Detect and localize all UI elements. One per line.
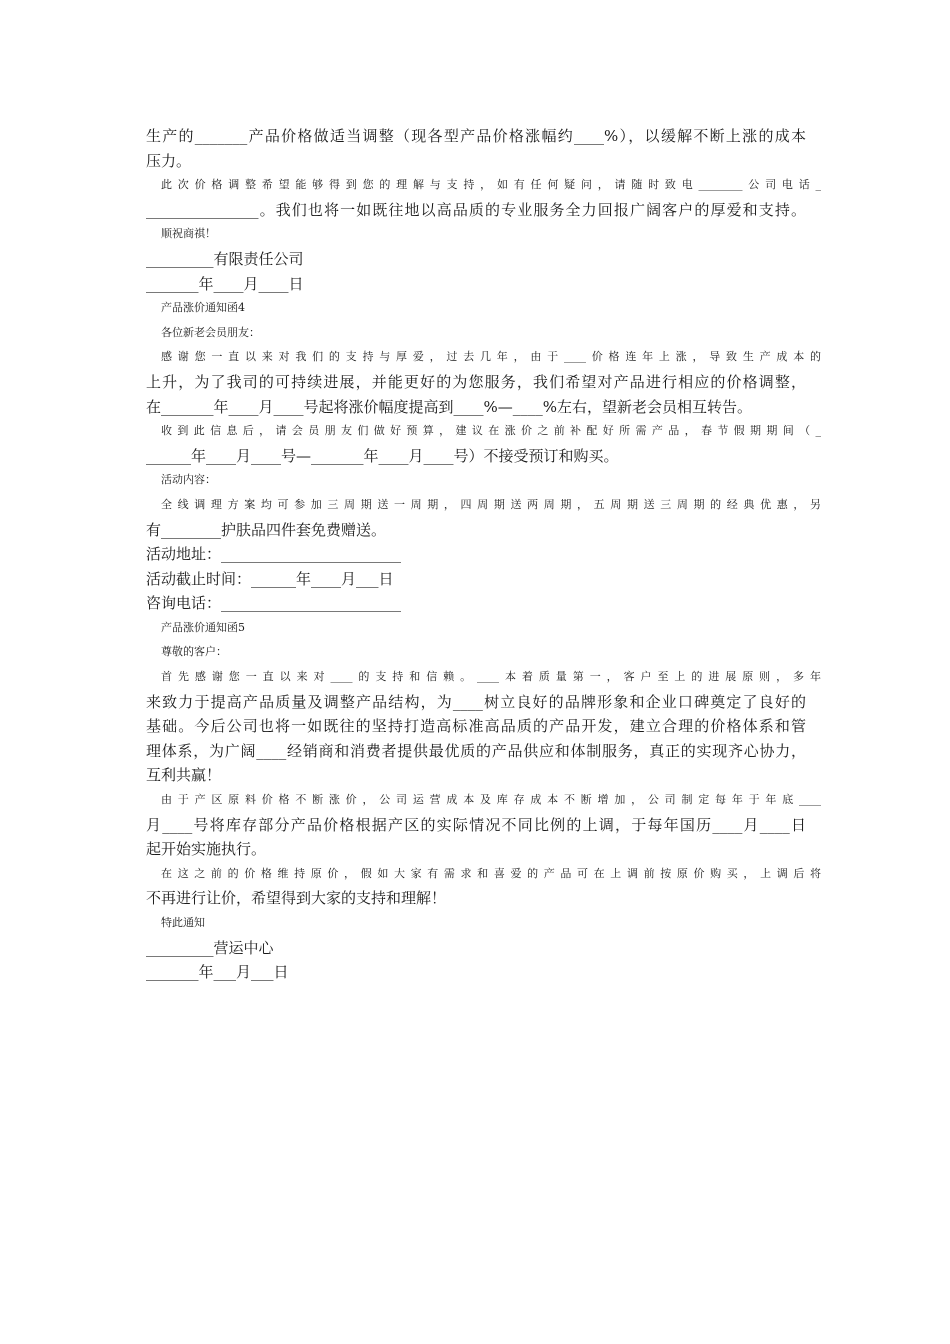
text-line: 尊敬的客户：	[161, 645, 227, 659]
text-line: _______年____月____日	[146, 274, 304, 293]
text-line: 由于产区原料价格不断涨价，公司运营成本及库存成本不断增加，公司制定每年于年底____	[161, 793, 821, 807]
text-line: 感谢您一直以来对我们的支持与厚爱，过去几年，由于____价格连年上涨，导致生产成本的	[161, 350, 821, 364]
text-line: 首先感谢您一直以来对____的支持和信赖。____本着质量第一，客户至上的进展原则，多年	[161, 670, 821, 684]
text-line: 有________护肤品四件套免费赠送。	[146, 520, 387, 539]
text-line: 起开始实施执行。	[146, 840, 267, 859]
text-line: 互利共赢！	[146, 766, 222, 785]
text-line: _______________。我们也将一如既往地以高品质的专业服务全力回报广阔客户的厚爱和支持。	[146, 200, 806, 219]
text-line: 产品涨价通知函5	[161, 620, 245, 634]
document-page	[146, 124, 821, 985]
text-line: 理体系，为广阔____经销商和消费者提供最优质的产品供应和体制服务，真正的实现齐心协力，	[146, 741, 806, 760]
text-line: 各位新老会员朋友：	[161, 325, 260, 339]
text-line: 月____号将库存部分产品价格根据产区的实际情况不同比例的上调，于每年国历____月____日	[146, 815, 806, 834]
text-line: _______年___月___日	[146, 963, 289, 982]
text-line: 压力。	[146, 151, 192, 170]
text-line: 收到此信息后，请会员朋友们做好预算，建议在涨价之前补配好所需产品，春节假期期间（_	[161, 424, 821, 438]
text-line: 全线调理方案均可参加三周期送一周期，四周期送两周期，五周期送三周期的经典优惠，另	[161, 497, 821, 511]
text-line: 上升，为了我司的可持续进展，并能更好的为您服务，我们希望对产品进行相应的价格调整，	[146, 372, 806, 391]
text-line: 活动截止时间：______年____月___日	[146, 569, 394, 588]
text-line: 生产的_______产品价格做适当调整（现各型产品价格涨幅约____%），以缓解不断上涨的成本	[146, 127, 806, 145]
text-line: 基础。今后公司也将一如既往的坚持打造高标准高品质的产品开发，建立合理的价格体系和管	[146, 717, 806, 736]
text-line: 不再进行让价，希望得到大家的支持和理解！	[146, 889, 447, 908]
text-line: 在_______年____月____号起将涨价幅度提高到____%—____%左右，望新老会员相互转告。	[146, 397, 753, 416]
text-line: 此次价格调整希望能够得到您的理解与支持，如有任何疑问，请随时致电________公司电话_	[161, 178, 821, 192]
text-line: 咨询电话：________________________	[146, 594, 402, 613]
text-line: 活动内容：	[161, 473, 216, 487]
text-line: _________有限责任公司	[146, 249, 304, 268]
text-line: _________营运中心	[146, 938, 274, 957]
text-line: 产品涨价通知函4	[161, 301, 245, 315]
text-line: 来致力于提高产品质量及调整产品结构，为____树立良好的品牌形象和企业口碑奠定了良好的	[146, 692, 806, 711]
text-line: 特此通知	[161, 916, 205, 929]
text-line: 活动地址：________________________	[146, 545, 402, 564]
text-line: 在这之前的价格维持原价，假如大家有需求和喜爱的产品可在上调前按原价购买，上调后将	[161, 866, 821, 880]
text-line: ______年____月____号—_______年____月____号）不接受预订和购买。	[146, 446, 619, 465]
text-line: 顺祝商祺！	[161, 227, 216, 241]
